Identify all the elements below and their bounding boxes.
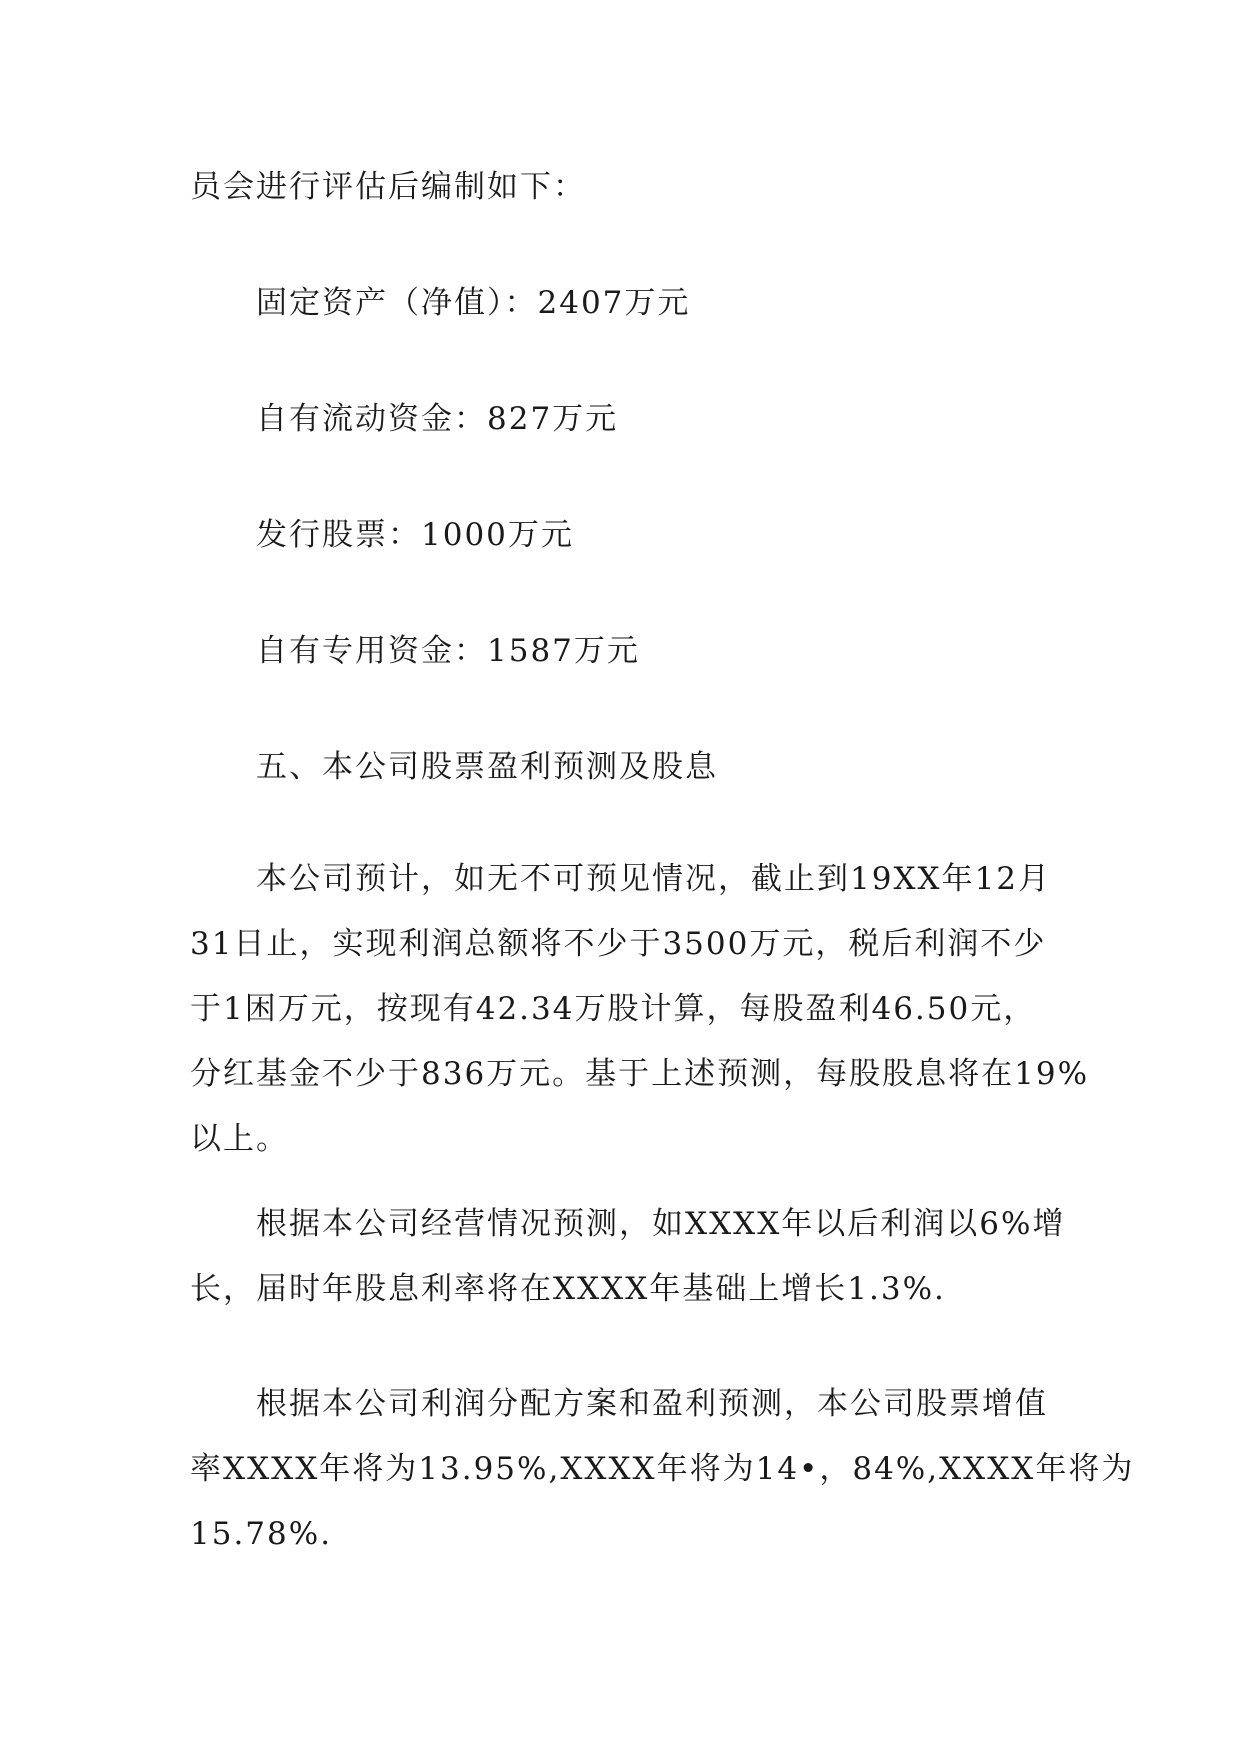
paragraph-line: 长，届时年股息利率将在XXXX年基础上增长1.3%. xyxy=(190,1271,946,1307)
paragraph-line: 31日止，实现利润总额将不少于3500万元，税后利润不少 xyxy=(190,926,1047,962)
paragraph-line: 根据本公司利润分配方案和盈利预测，本公司股票增值 xyxy=(256,1386,1048,1422)
paragraph-line: 15.78%. xyxy=(190,1516,333,1552)
paragraph-line: 本公司预计，如无不可预见情况，截止到19XX年12月 xyxy=(256,861,1052,897)
paragraph-profit-forecast xyxy=(190,847,1090,1172)
intro-line: 员会进行评估后编制如下： xyxy=(190,169,586,205)
paragraph-line: 根据本公司经营情况预测，如XXXX年以后利润以6%增 xyxy=(256,1206,1066,1242)
asset-item-fixed: 固定资产（净值）：2407万元 xyxy=(256,285,691,321)
section-heading: 五、本公司股票盈利预测及股息 xyxy=(256,749,718,785)
paragraph-line: 于1困万元，按现有42.34万股计算，每股盈利46.50元， xyxy=(190,991,1037,1027)
asset-item-special-funds: 自有专用资金：1587万元 xyxy=(256,633,640,669)
paragraph-line: 以上。 xyxy=(190,1121,289,1157)
paragraph-dividend-growth xyxy=(190,1192,1066,1322)
paragraph-stock-appreciation xyxy=(190,1372,1135,1567)
paragraph-line: 率XXXX年将为13.95%,XXXX年将为14•，84%,XXXX年将为 xyxy=(190,1451,1135,1487)
asset-item-stock-issue: 发行股票：1000万元 xyxy=(256,517,574,553)
asset-item-working-capital: 自有流动资金：827万元 xyxy=(256,401,619,437)
paragraph-line: 分红基金不少于836万元。基于上述预测，每股股息将在19% xyxy=(190,1056,1090,1092)
